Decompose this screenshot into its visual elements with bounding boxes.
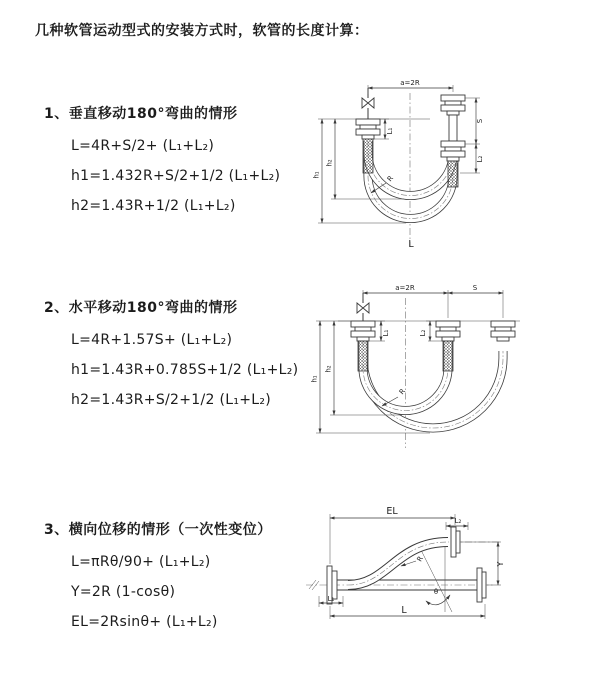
l2-label: L₂ <box>454 517 462 525</box>
lower-right-flange <box>477 568 486 602</box>
h1-label: h₁ <box>312 171 321 179</box>
dim-l1 <box>319 595 343 607</box>
right-flange-upper <box>441 95 465 115</box>
section-1-heading: 1、垂直移动180°弯曲的情形 <box>44 106 238 122</box>
right-flange-shifted <box>491 321 515 341</box>
l1-label: L₁ <box>327 595 335 603</box>
el-label: EL <box>386 506 398 517</box>
dim-span <box>368 79 453 94</box>
left-braided-hose <box>358 341 368 371</box>
right-flange-lower <box>441 141 465 161</box>
formula-y: Y=2R (1-cosθ) <box>71 584 176 600</box>
l2-label: L₂ <box>476 155 484 163</box>
theta-label: θ <box>433 588 439 596</box>
hose-upper-position <box>368 141 453 196</box>
l1-label: L₁ <box>382 329 390 337</box>
l1-label: L₁ <box>386 127 394 135</box>
h2-label: h₂ <box>324 365 333 373</box>
section-vertical-bend <box>44 103 280 228</box>
h1-label: h₁ <box>310 375 319 383</box>
section-horizontal-bend <box>44 297 298 422</box>
formula-h2: h2=1.43R+1/2 (L₁+L₂) <box>71 198 236 214</box>
r-label: R <box>397 387 408 397</box>
h2-label: h₂ <box>325 159 334 167</box>
left-flange <box>351 321 375 341</box>
dim-span <box>363 284 503 318</box>
dim-s <box>465 98 484 144</box>
span-label: a=2R <box>395 284 415 292</box>
formula-l: L=4R+1.57S+ (L₁+L₂) <box>71 332 233 348</box>
formula-h1: h1=1.432R+S/2+1/2 (L₁+L₂) <box>71 168 281 184</box>
dim-h1 <box>311 321 431 433</box>
upper-right-flange <box>451 527 460 557</box>
diagram-lateral-shift <box>298 500 600 640</box>
formula-h2: h2=1.43R+S/2+1/2 (L₁+L₂) <box>71 392 272 408</box>
formula-h1: h1=1.43R+0.785S+1/2 (L₁+L₂) <box>71 362 299 378</box>
left-flange <box>356 119 380 139</box>
formula-l: L=4R+S/2+ (L₁+L₂) <box>71 138 215 154</box>
dim-l <box>330 604 485 619</box>
span-label: a=2R <box>400 79 420 87</box>
diagram-vertical-bend <box>310 75 550 265</box>
middle-flange <box>436 321 460 341</box>
l-label: L <box>401 605 407 616</box>
formula-l: L=πRθ/90+ (L₁+L₂) <box>71 554 211 570</box>
hose-displaced-position <box>348 542 448 585</box>
s-label: S <box>472 284 478 292</box>
formula-el: EL=2Rsinθ+ (L₁+L₂) <box>71 614 218 630</box>
middle-braided-hose <box>443 341 453 371</box>
section-3-heading: 3、横向位移的情形（一次性变位） <box>44 522 272 538</box>
l2-label: L₂ <box>419 329 427 337</box>
diagram-horizontal-bend <box>308 283 600 461</box>
right-braided-hose <box>448 161 458 187</box>
right-pipe <box>449 115 457 141</box>
section-2-heading: 2、水平移动180°弯曲的情形 <box>44 300 238 316</box>
dim-el <box>330 506 455 564</box>
dim-l2 <box>460 144 484 173</box>
dim-s <box>448 284 503 293</box>
angle-theta <box>420 546 452 612</box>
left-braided-hose <box>363 139 373 173</box>
r-label: R <box>385 174 396 184</box>
section-lateral-shift <box>44 519 272 644</box>
l-label: L <box>408 239 414 250</box>
page-title: 几种软管运动型式的安装方式时，软管的长度计算： <box>35 23 369 39</box>
dim-l2 <box>446 517 468 530</box>
y-label: Y <box>496 561 505 567</box>
s-label: S <box>476 118 484 124</box>
r-label: R <box>415 554 425 564</box>
